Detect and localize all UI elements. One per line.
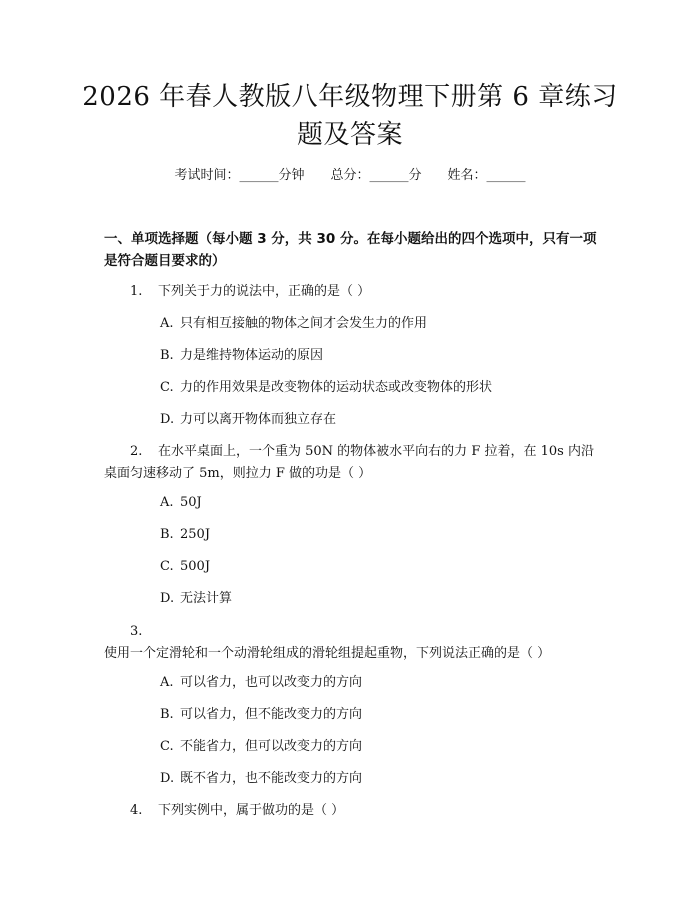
option-text: 500J [180, 559, 211, 574]
option-text: 力是维持物体运动的原因 [180, 348, 324, 363]
question-3-option-d [160, 769, 600, 789]
option-letter: B. [160, 527, 174, 542]
option-text: 250J [180, 527, 211, 542]
option-text: 无法计算 [180, 591, 233, 606]
option-text: 50J [180, 495, 202, 510]
option-letter: A. [160, 316, 174, 331]
question-text: 下列关于力的说法中，正确的是（ ） [158, 284, 371, 299]
question-1-option-b [160, 346, 600, 366]
question-3-option-a [160, 673, 600, 693]
question-1-option-d [160, 410, 600, 430]
question-2 [104, 441, 600, 485]
section-heading: 一、单项选择题（每小题 3 分，共 30 分。在每小题给出的四个选项中，只有一项是符合题目要求的） [104, 231, 597, 269]
option-text: 力的作用效果是改变物体的运动状态或改变物体的形状 [180, 380, 493, 395]
option-text: 既不省力，也不能改变力的方向 [180, 771, 363, 786]
option-letter: C. [160, 380, 174, 395]
name-field: 姓名：______ [447, 168, 526, 183]
option-letter: A. [160, 675, 174, 690]
question-2-option-b [160, 525, 600, 545]
question-2-option-c [160, 557, 600, 577]
question-text: 在水平桌面上，一个重为 50N 的物体被水平向右的力 F 拉着，在 10s 内沿桌面匀速移动了 5m，则拉力 F 做的功是（ ） [104, 444, 594, 481]
question-number: 1. [130, 284, 143, 299]
option-text: 可以省力，但不能改变力的方向 [180, 707, 363, 722]
exam-time-field: 考试时间：______分钟 [174, 168, 305, 183]
option-letter: D. [160, 591, 175, 606]
option-text: 力可以离开物体而独立存在 [180, 412, 337, 427]
question-3-option-c [160, 737, 600, 757]
option-letter: C. [160, 559, 174, 574]
option-letter: D. [160, 412, 175, 427]
exam-info-line [0, 166, 700, 186]
option-text: 不能省力，但可以改变力的方向 [180, 739, 363, 754]
question-number: 3. [130, 624, 143, 639]
question-2-option-d [160, 589, 600, 609]
option-letter: B. [160, 707, 174, 722]
question-3-option-b [160, 705, 600, 725]
option-letter: A. [160, 495, 174, 510]
option-letter: B. [160, 348, 174, 363]
question-1-option-c [160, 378, 600, 398]
question-2-option-a [160, 493, 600, 513]
total-score-field: 总分：______分 [330, 168, 422, 183]
question-number: 4. [130, 803, 143, 818]
option-letter: C. [160, 739, 174, 754]
question-3 [104, 621, 600, 665]
document-title: 2026 年春人教版八年级物理下册第 6 章练习题及答案 [82, 82, 618, 150]
option-text: 只有相互接触的物体之间才会发生力的作用 [180, 316, 428, 331]
question-1-option-a [160, 314, 600, 334]
option-letter: D. [160, 771, 175, 786]
question-number: 2. [130, 444, 143, 459]
question-4 [104, 800, 600, 822]
question-1 [104, 281, 600, 303]
option-text: 可以省力，也可以改变力的方向 [180, 675, 363, 690]
question-text: 下列实例中，属于做功的是（ ） [158, 803, 345, 818]
question-text: 使用一个定滑轮和一个动滑轮组成的滑轮组提起重物，下列说法正确的是（ ） [104, 646, 551, 661]
